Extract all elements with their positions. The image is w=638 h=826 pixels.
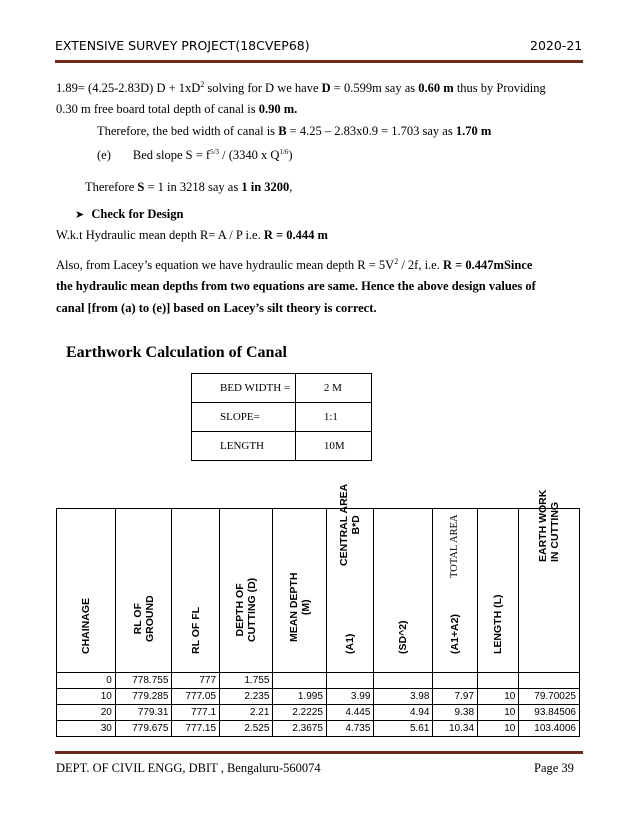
cell: 777 [172, 673, 220, 689]
cell: 2.525 [220, 721, 273, 737]
table-row [57, 705, 580, 721]
param-label: LENGTH [192, 432, 296, 461]
text-line-4: (e) Bed slope $S = f^{5/3} / (3340$ x $Q^{1/6}$) [97, 148, 293, 163]
text-line-10: canal [from (a) to (e)] based on Lacey’s silt theory is correct. [56, 301, 377, 315]
cell: 779.31 [115, 705, 172, 721]
cell [273, 673, 327, 689]
param-label: SLOPE= [192, 403, 296, 432]
cell [433, 673, 478, 689]
cell: 9.38 [433, 705, 478, 721]
cell: 778.755 [115, 673, 172, 689]
col-mean-depth: MEAN DEPTH (M) [273, 509, 327, 673]
cell: 2.2225 [273, 705, 327, 721]
params-table [191, 373, 372, 461]
col-central-area: CENTRAL AREA B*D (A1) [326, 509, 374, 673]
cell: 4.94 [374, 705, 433, 721]
cell: 10 [57, 689, 116, 705]
text-line-3: Therefore, the bed width of canal is B = 4.25 – 2.83x0.9 = 1.703 say as 1.70 m [97, 124, 492, 138]
text-line-8: Also, from Lacey’s equation we have hydraulic mean depth $R = 5V^2 / 2f$, i.e. R = 0.447mSince [56, 257, 533, 273]
cell: 5.61 [374, 721, 433, 737]
cell: 777.05 [172, 689, 220, 705]
header-title: EXTENSIVE SURVEY PROJECT(18CVEP68) [55, 38, 310, 53]
arrow-bullet-icon: ➤ [75, 209, 85, 221]
cell [478, 673, 519, 689]
params-row [192, 403, 372, 432]
cell: 20 [57, 705, 116, 721]
footer-dept: DEPT. OF CIVIL ENGG, DBIT , Bengaluru-560074 [56, 761, 321, 775]
cell: 79.70025 [519, 689, 580, 705]
cell: 103.4006 [519, 721, 580, 737]
param-value: 1:1 [295, 403, 371, 432]
cell: 2.235 [220, 689, 273, 705]
cell: 777.15 [172, 721, 220, 737]
cell: 30 [57, 721, 116, 737]
section-heading: Earthwork Calculation of Canal [66, 344, 287, 361]
cell: 10 [478, 689, 519, 705]
cell: 4.735 [326, 721, 374, 737]
col-length: LENGTH (L) [478, 509, 519, 673]
col-rl-fl: RL OF FL [172, 509, 220, 673]
text-line-2: 0.30 m free board total depth of canal is 0.90 m. [56, 102, 298, 116]
cell: 10 [478, 721, 519, 737]
cell: 7.97 [433, 689, 478, 705]
text-line-1: 1.89= (4.25-2.83D) $D + 1xD^2$ solving for D we have D = 0.599m say as 0.60 m thus by Providing [56, 80, 546, 96]
params-row [192, 432, 372, 461]
text-line-7: W.k.t Hydraulic mean depth R= A / P i.e. R = 0.444 m [56, 228, 328, 242]
cell: 3.98 [374, 689, 433, 705]
text-line-9: the hydraulic mean depths from two equations are same. Hence the above design values of [56, 279, 536, 293]
cell: 1.995 [273, 689, 327, 705]
text-line-5: Therefore S = 1 in 3218 say as 1 in 3200, [85, 180, 293, 194]
cell: 0 [57, 673, 116, 689]
param-value: 10M [295, 432, 371, 461]
cell: 2.3675 [273, 721, 327, 737]
check-heading: ➤ Check for Design [75, 207, 184, 221]
cell: 4.445 [326, 705, 374, 721]
page-number: Page 39 [534, 761, 574, 775]
col-rl-ground: RL OF GROUND [115, 509, 172, 673]
cell: 777.1 [172, 705, 220, 721]
footer-rule [55, 751, 583, 754]
table-row [57, 673, 580, 689]
cell [326, 673, 374, 689]
col-earthwork: EARTH WORK IN CUTTING [519, 509, 580, 673]
param-label: BED WIDTH = [192, 374, 296, 403]
cell: 2.21 [220, 705, 273, 721]
table-row [57, 721, 580, 737]
table-row [57, 689, 580, 705]
cell: 93.84506 [519, 705, 580, 721]
col-depth: DEPTH OF CUTTING (D) [220, 509, 273, 673]
cell: 779.285 [115, 689, 172, 705]
header-rule [55, 60, 583, 63]
param-value: 2 M [295, 374, 371, 403]
cell: 10 [478, 705, 519, 721]
params-row [192, 374, 372, 403]
cell [374, 673, 433, 689]
cell [519, 673, 580, 689]
cell: 779.675 [115, 721, 172, 737]
header-row [57, 509, 580, 673]
col-chainage: CHAINAGE [57, 509, 116, 673]
col-total-area: TOTAL AREA (A1+A2) [433, 509, 478, 673]
cell: 3.99 [326, 689, 374, 705]
col-sd2: (SD^2) [374, 509, 433, 673]
earthwork-table [56, 483, 580, 737]
cell: 10.34 [433, 721, 478, 737]
cell: 1.755 [220, 673, 273, 689]
header-year: 2020-21 [530, 38, 583, 53]
